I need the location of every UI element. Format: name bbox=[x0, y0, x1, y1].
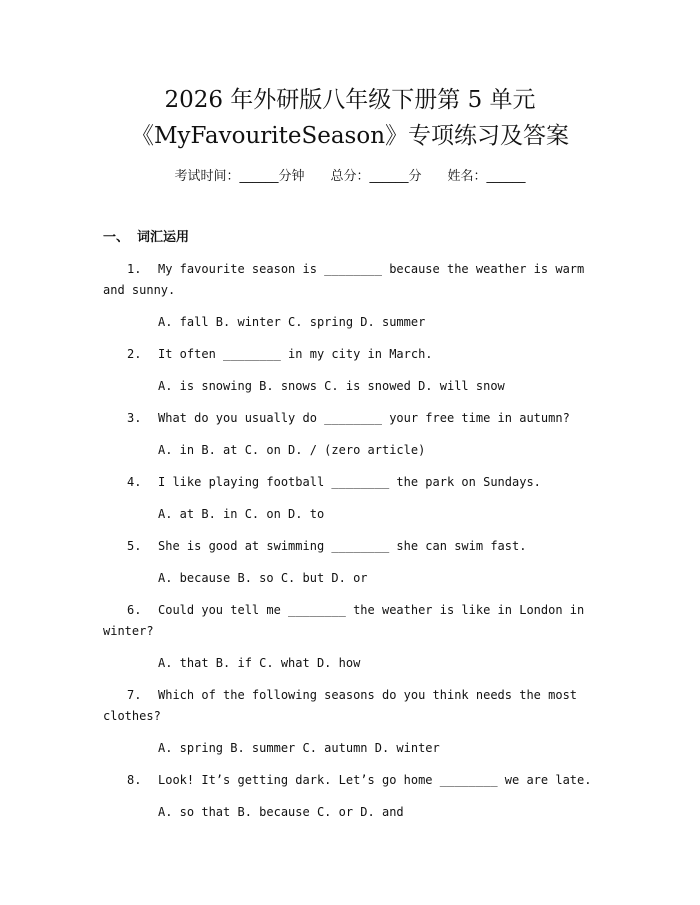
question-stem bbox=[103, 344, 595, 365]
question-item bbox=[103, 408, 595, 461]
question-item bbox=[103, 536, 595, 589]
section-title: 词汇运用 bbox=[137, 230, 190, 245]
question-options: A. spring B. summer C. autumn D. winter bbox=[158, 741, 440, 755]
question-stem bbox=[103, 536, 595, 557]
exam-name-label: 姓名：______ bbox=[447, 169, 526, 184]
question-item bbox=[103, 770, 595, 823]
question-item bbox=[103, 600, 595, 674]
question-stem bbox=[103, 770, 595, 791]
question-item bbox=[103, 685, 595, 759]
question-stem bbox=[103, 472, 595, 493]
question-stem bbox=[103, 259, 595, 301]
question-item bbox=[103, 472, 595, 525]
question-list bbox=[103, 259, 595, 823]
question-stem bbox=[103, 685, 595, 727]
question-item bbox=[103, 344, 595, 397]
question-options: A. because B. so C. but D. or bbox=[158, 571, 368, 585]
question-number: 8. bbox=[127, 773, 142, 787]
document-title-line-1: 2026 年外研版八年级下册第 5 单元 bbox=[164, 87, 536, 113]
question-stem bbox=[103, 408, 595, 429]
question-number: 5. bbox=[127, 539, 142, 553]
question-text: I like playing football ________ the park on Sundays. bbox=[158, 475, 541, 489]
question-options: A. fall B. winter C. spring D. summer bbox=[158, 315, 426, 329]
question-text: What do you usually do ________ your free time in autumn? bbox=[158, 411, 570, 425]
question-number: 7. bbox=[127, 688, 142, 702]
question-text: Look! It’s getting dark. Let’s go home ________ we are late. bbox=[158, 773, 592, 787]
question-text: My favourite season is ________ because the weather is warm and sunny. bbox=[103, 262, 585, 297]
question-options: A. is snowing B. snows C. is snowed D. will snow bbox=[158, 379, 505, 393]
exam-score-label: 总分：______分 bbox=[330, 169, 422, 184]
document-title-line-2: 《MyFavouriteSeason》专项练习及答案 bbox=[130, 123, 570, 149]
question-number: 1. bbox=[127, 262, 142, 276]
question-text: Which of the following seasons do you think needs the most clothes? bbox=[103, 688, 578, 723]
question-options: A. so that B. because C. or D. and bbox=[158, 805, 404, 819]
question-options: A. at B. in C. on D. to bbox=[158, 507, 325, 521]
question-number: 4. bbox=[127, 475, 142, 489]
question-options: A. that B. if C. what D. how bbox=[158, 656, 361, 670]
question-options: A. in B. at C. on D. / (zero article) bbox=[158, 443, 426, 457]
exam-info-row bbox=[0, 168, 700, 186]
section-number: 一、 bbox=[103, 230, 130, 245]
question-text: Could you tell me ________ the weather is like in London in winter? bbox=[103, 603, 585, 638]
question-stem bbox=[103, 600, 595, 642]
exam-time-label: 考试时间：______分钟 bbox=[174, 169, 305, 184]
question-text: She is good at swimming ________ she can swim fast. bbox=[158, 539, 527, 553]
question-number: 6. bbox=[127, 603, 142, 617]
section-heading bbox=[103, 229, 189, 247]
question-number: 3. bbox=[127, 411, 142, 425]
question-number: 2. bbox=[127, 347, 142, 361]
question-text: It often ________ in my city in March. bbox=[158, 347, 433, 361]
question-item bbox=[103, 259, 595, 333]
